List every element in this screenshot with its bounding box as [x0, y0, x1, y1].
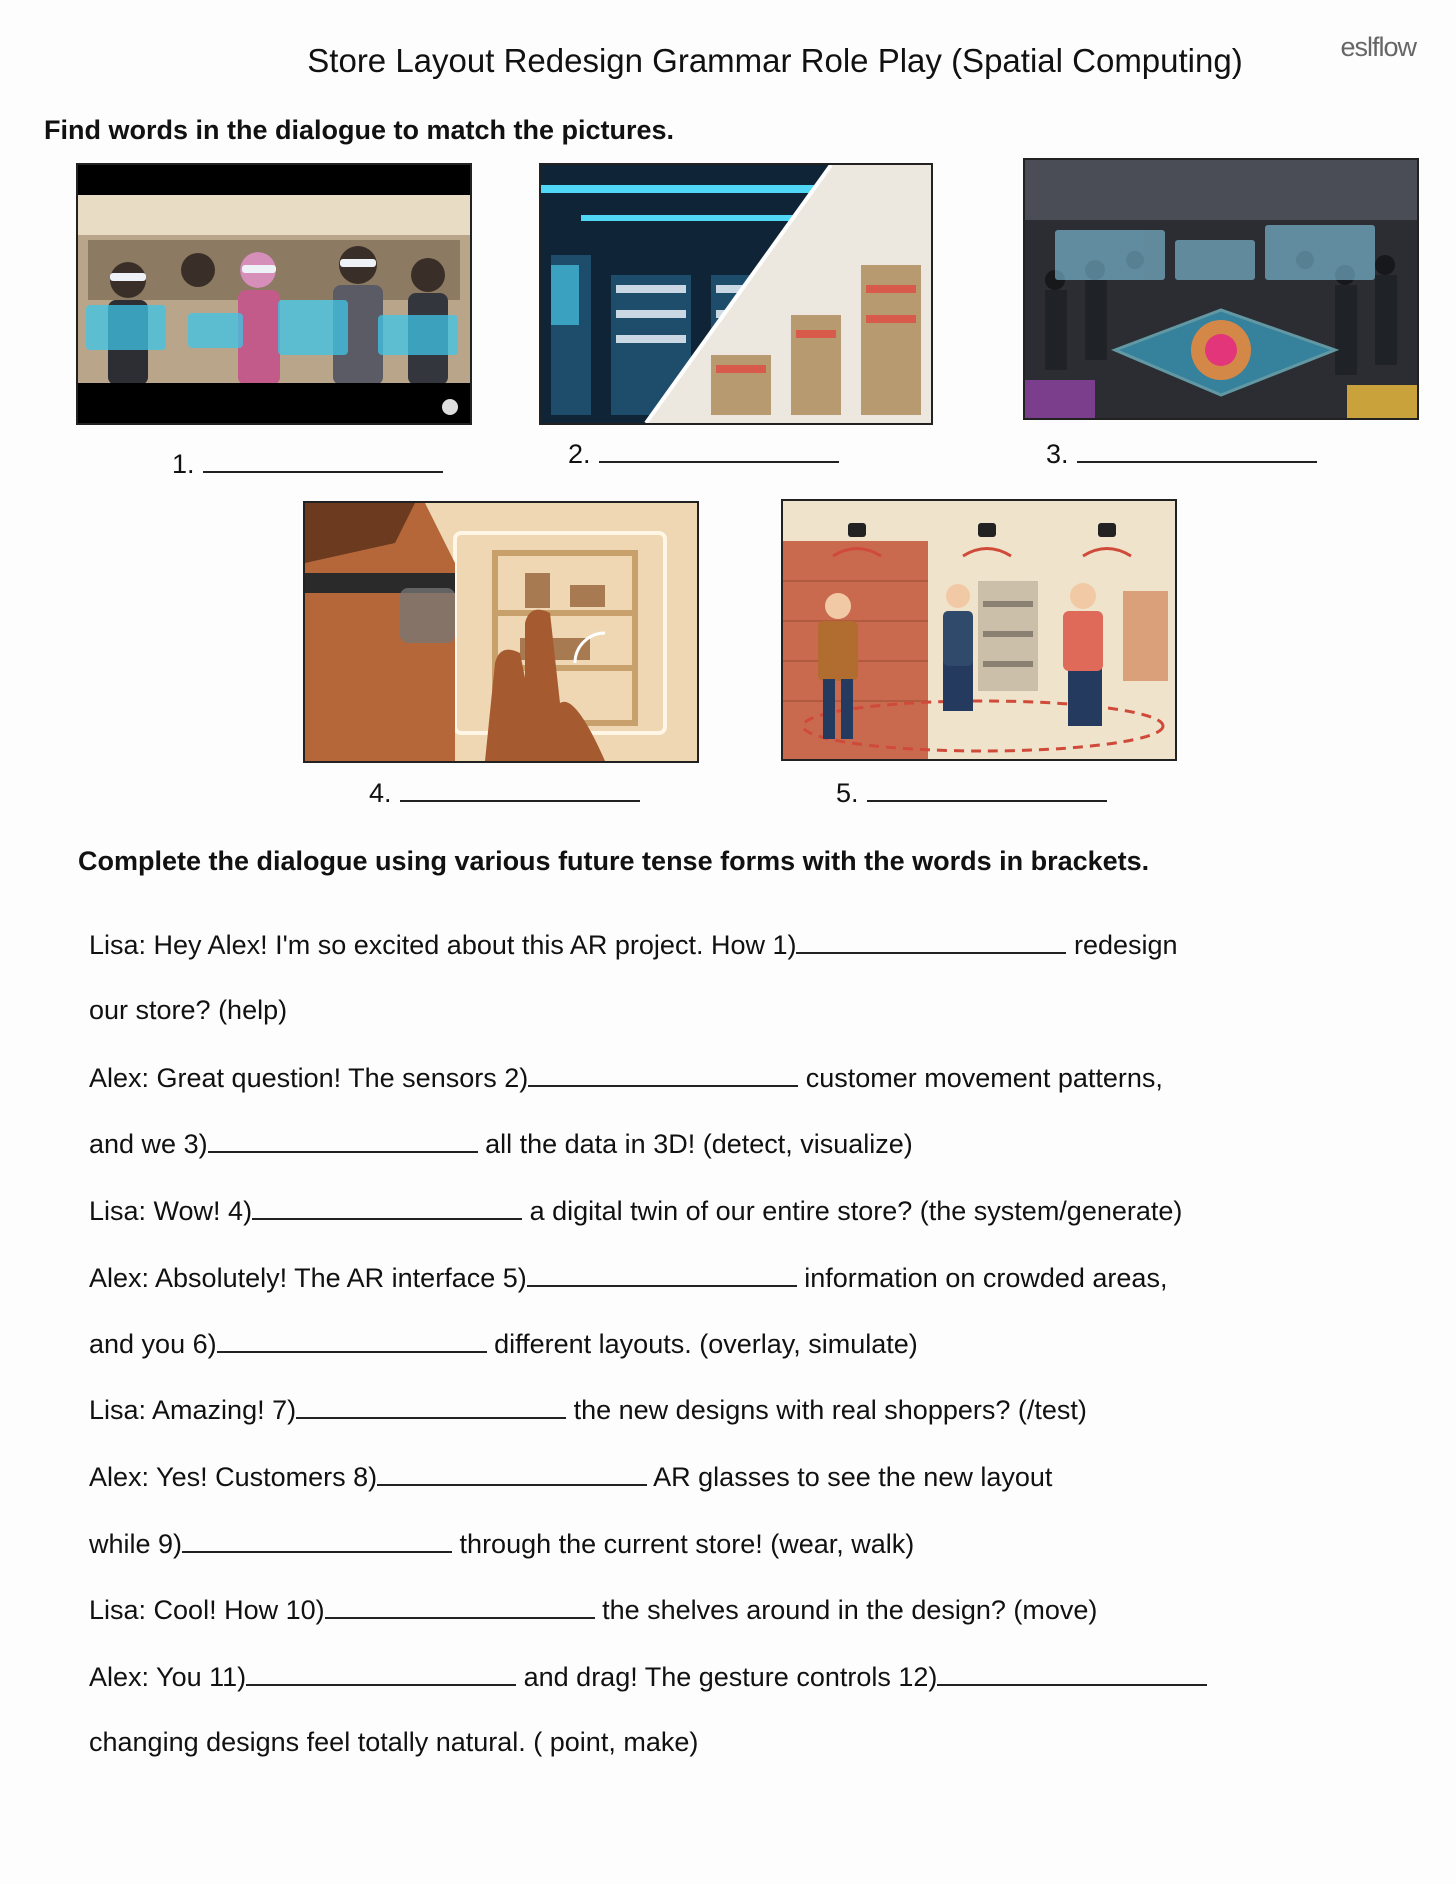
dialogue-line-2 — [89, 995, 287, 1026]
answer-label-2 — [568, 437, 839, 470]
answer-blank[interactable] — [599, 437, 839, 463]
section-heading-pictures: Find words in the dialogue to match the pictures. — [44, 115, 675, 145]
dialogue-text: and you 6) — [89, 1329, 217, 1359]
dialogue-text: changing designs feel totally natural. ( point, make) — [89, 1727, 699, 1757]
answer-blank[interactable] — [400, 776, 640, 802]
dialogue-line-3 — [89, 1061, 1163, 1094]
brand-logo: eslflow — [1340, 32, 1416, 62]
picture-3 — [1023, 158, 1419, 420]
answer-blank-7[interactable] — [296, 1393, 566, 1419]
dialogue-line-7 — [89, 1327, 918, 1360]
dialogue-text: our store? (help) — [89, 995, 288, 1025]
dialogue-text: a digital twin of our entire store? (the system/generate) — [522, 1196, 1183, 1226]
picture-2 — [539, 163, 933, 425]
label-number: 4. — [369, 778, 392, 808]
dialogue-line-4 — [89, 1127, 913, 1160]
dialogue-line-1 — [89, 928, 1178, 961]
picture-1 — [76, 163, 472, 425]
label-number: 2. — [568, 439, 591, 469]
dialogue-text: the new designs with real shoppers? (/test) — [566, 1395, 1087, 1425]
dialogue-text: Alex: You 11) — [89, 1662, 247, 1692]
dialogue-line-12 — [89, 1660, 1207, 1693]
gesture-control-image — [305, 503, 697, 761]
dialogue-line-11 — [89, 1593, 1097, 1626]
picture-4 — [303, 501, 699, 763]
dialogue-text: Lisa: Wow! 4) — [89, 1196, 253, 1226]
holographic-store-map-image — [1025, 160, 1417, 418]
dialogue-line-6 — [89, 1261, 1167, 1294]
dialogue-line-13 — [89, 1727, 698, 1758]
answer-blank-1[interactable] — [796, 928, 1066, 954]
dialogue-text: different layouts. (overlay, simulate) — [486, 1329, 918, 1359]
sensor-tracking-shoppers-image — [783, 501, 1175, 759]
answer-blank-10[interactable] — [325, 1593, 595, 1619]
label-number: 1. — [172, 449, 195, 479]
dialogue-text: and we 3) — [89, 1129, 208, 1159]
dialogue-text: through the current store! (wear, walk) — [452, 1529, 915, 1559]
dialogue-text: Alex: Great question! The sensors 2) — [89, 1063, 529, 1093]
store-before-after-image — [541, 165, 931, 423]
ar-glasses-shoppers-image — [78, 165, 470, 423]
dialogue-text: redesign — [1066, 930, 1178, 960]
dialogue-line-5 — [89, 1194, 1182, 1227]
answer-blank-8[interactable] — [377, 1460, 647, 1486]
answer-blank[interactable] — [203, 447, 443, 473]
answer-blank[interactable] — [867, 776, 1107, 802]
dialogue-text: the shelves around in the design? (move) — [594, 1595, 1098, 1625]
dialogue-line-10 — [89, 1527, 914, 1560]
dialogue-text: Alex: Yes! Customers 8) — [89, 1462, 378, 1492]
answer-blank-11[interactable] — [246, 1660, 516, 1686]
section-heading-dialogue: Complete the dialogue using various future tense forms with the words in brackets. — [78, 846, 1150, 876]
dialogue-text: while 9) — [89, 1529, 183, 1559]
answer-blank-5[interactable] — [527, 1261, 797, 1287]
answer-label-1 — [172, 447, 443, 480]
page-title: Store Layout Redesign Grammar Role Play (Spatial Computing) — [307, 42, 1243, 79]
answer-blank[interactable] — [1077, 437, 1317, 463]
answer-label-5 — [836, 776, 1107, 809]
dialogue-text: and drag! The gesture controls 12) — [516, 1662, 938, 1692]
answer-blank-3[interactable] — [208, 1127, 478, 1153]
dialogue-line-8 — [89, 1393, 1087, 1426]
answer-blank-9[interactable] — [182, 1527, 452, 1553]
dialogue-text: all the data in 3D! (detect, visualize) — [477, 1129, 913, 1159]
answer-label-3 — [1046, 437, 1317, 470]
dialogue-text: AR glasses to see the new layout — [647, 1462, 1053, 1492]
dialogue-text: Alex: Absolutely! The AR interface 5) — [89, 1263, 527, 1293]
picture-5 — [781, 499, 1177, 761]
answer-blank-12[interactable] — [937, 1660, 1207, 1686]
dialogue-text: customer movement patterns, — [798, 1063, 1163, 1093]
answer-blank-4[interactable] — [252, 1194, 522, 1220]
label-number: 5. — [836, 778, 859, 808]
dialogue-line-9 — [89, 1460, 1052, 1493]
dialogue-text: information on crowded areas, — [796, 1263, 1168, 1293]
answer-blank-2[interactable] — [528, 1061, 798, 1087]
label-number: 3. — [1046, 439, 1069, 469]
dialogue-text: Lisa: Amazing! 7) — [89, 1395, 297, 1425]
dialogue-text: Lisa: Hey Alex! I'm so excited about this AR project. How 1) — [89, 930, 797, 960]
dialogue-text: Lisa: Cool! How 10) — [89, 1595, 325, 1625]
answer-blank-6[interactable] — [217, 1327, 487, 1353]
answer-label-4 — [369, 776, 640, 809]
